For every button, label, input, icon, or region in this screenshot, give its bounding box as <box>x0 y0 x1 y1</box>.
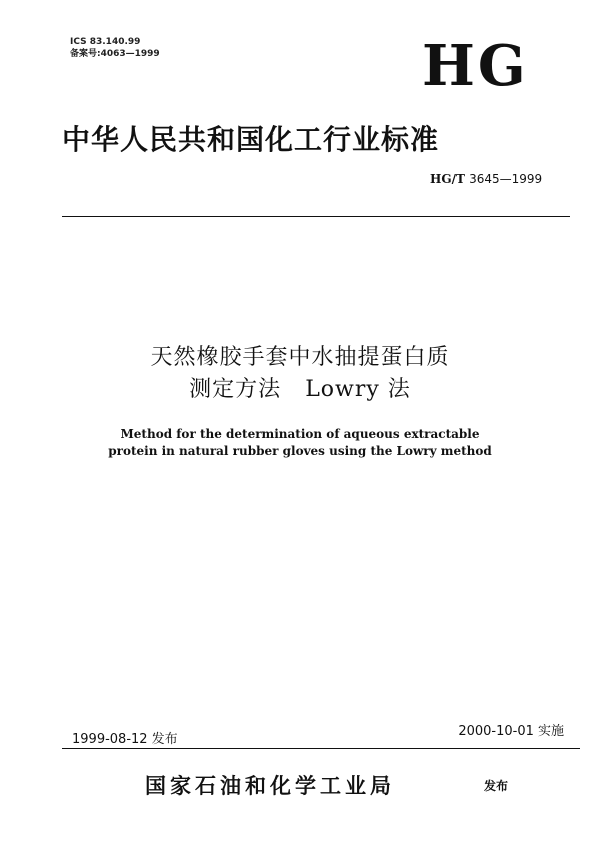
ics-block <box>70 36 160 60</box>
record-number: 备案号:4063—1999 <box>70 49 160 59</box>
top-divider <box>62 216 570 217</box>
hg-logo: HG <box>422 33 529 99</box>
standard-code: 3645—1999 <box>469 172 543 186</box>
title-cn-line2 <box>0 372 600 403</box>
title-cn-line1: 天然橡胶手套中水抽提蛋白质 <box>150 345 450 370</box>
issuer: 国家石油和化学工业局 <box>145 774 395 798</box>
publish-date: 1999-08-12 发布 <box>72 732 178 747</box>
ics-code: ICS 83.140.99 <box>70 37 141 47</box>
title-en-line2: protein in natural rubber gloves using the Lowry method <box>108 444 492 458</box>
issuer-suffix: 发布 <box>484 779 509 793</box>
standard-prefix: HG/T <box>430 172 465 186</box>
title-cn-line2-text: 测定方法 <box>189 377 282 402</box>
title-en-line1: Method for the determination of aqueous extractable <box>120 427 480 441</box>
industry-standard-title: 中华人民共和国化工行业标准 <box>62 123 440 156</box>
bottom-divider <box>62 748 580 749</box>
implement-date: 2000-10-01 实施 <box>458 724 564 739</box>
standard-number <box>430 172 542 186</box>
title-cn-method: Lowry 法 <box>305 377 411 402</box>
